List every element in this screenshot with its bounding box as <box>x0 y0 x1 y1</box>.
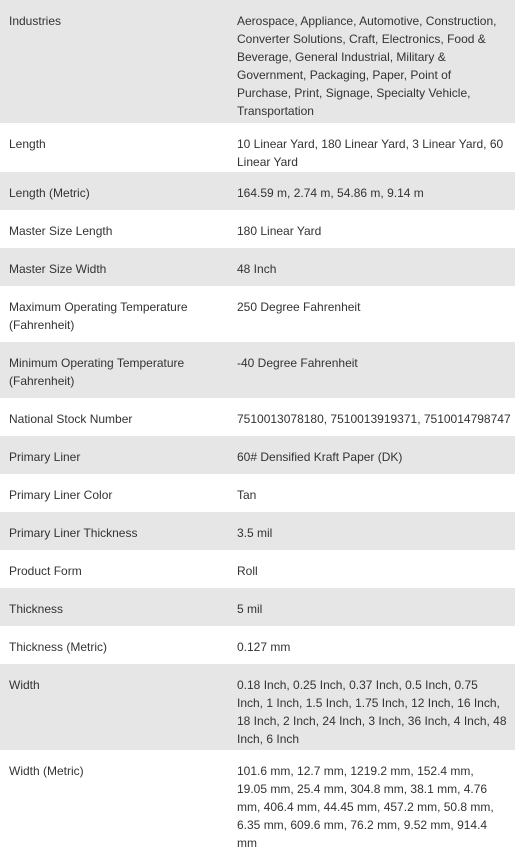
spec-row-master-size-length <box>0 210 515 248</box>
spec-row-thickness <box>0 588 515 626</box>
spec-value-text: 0.127 mm <box>237 640 291 654</box>
spec-label: Primary Liner Color <box>9 488 113 502</box>
spec-label-text: Minimum Operating Temperature (Fahrenheit) <box>9 356 185 388</box>
spec-value-text: Roll <box>237 564 258 578</box>
spec-value <box>237 562 515 588</box>
spec-value-text: 5 mil <box>237 602 263 616</box>
spec-value <box>237 298 515 342</box>
spec-value <box>237 762 515 850</box>
spec-label: Width (Metric) <box>9 764 84 778</box>
spec-value <box>237 410 515 436</box>
spec-label: Primary Liner <box>9 450 81 464</box>
spec-value <box>237 676 515 750</box>
spec-value <box>237 638 515 664</box>
spec-value-text: 164.59 m, 2.74 m, 54.86 m, 9.14 m <box>237 186 424 200</box>
spec-value-text: -40 Degree Fahrenheit <box>237 356 358 370</box>
spec-value-text: 48 Inch <box>237 262 277 276</box>
spec-value <box>237 448 515 474</box>
spec-value-text: 60# Densified Kraft Paper (DK) <box>237 450 403 464</box>
spec-label: National Stock Number <box>9 412 133 426</box>
spec-value <box>237 135 515 172</box>
spec-label <box>0 298 237 342</box>
spec-label: Length <box>9 137 46 151</box>
spec-value <box>237 524 515 550</box>
spec-value-text: 101.6 mm, 12.7 mm, 1219.2 mm, 152.4 mm, 19.05 mm, 25.4 mm, 304.8 mm, 38.1 mm, 4.76 mm, 406.4 mm, 44.45 mm, 457.2 mm, 50.8 mm, 6.35 mm, 609.6 mm, 76.2 mm, 9.52 mm, 914.4 mm <box>237 764 494 850</box>
spec-label: Master Size Width <box>9 262 107 276</box>
spec-value-text: 7510013078180, 7510013919371, 7510014798747 <box>237 412 511 426</box>
spec-value <box>237 12 515 123</box>
spec-label: Industries <box>9 14 62 28</box>
spec-value-text: Aerospace, Appliance, Automotive, Construction, Converter Solutions, Craft, Electronics, Food & Beverage, General Industrial, Military & Government, Packaging, Paper, Point of Purchase, Print, Signage, Specialty Vehicle, Transportation <box>237 14 497 118</box>
spec-row-width-metric <box>0 750 515 850</box>
spec-label: Master Size Length <box>9 224 113 238</box>
spec-value-text: 10 Linear Yard, 180 Linear Yard, 3 Linear Yard, 60 Linear Yard <box>237 137 504 169</box>
spec-row-max-operating-temp <box>0 286 515 342</box>
spec-row-width <box>0 664 515 750</box>
spec-row-thickness-metric <box>0 626 515 664</box>
spec-value <box>237 600 515 626</box>
spec-value-text: Tan <box>237 488 257 502</box>
spec-label: Product Form <box>9 564 82 578</box>
spec-label <box>0 354 237 398</box>
spec-label: Thickness (Metric) <box>9 640 108 654</box>
spec-value-text: 3.5 mil <box>237 526 273 540</box>
spec-label: Length (Metric) <box>9 186 90 200</box>
spec-value-text: 0.18 Inch, 0.25 Inch, 0.37 Inch, 0.5 Inch, 0.75 Inch, 1 Inch, 1.5 Inch, 1.75 Inch, 12 Inch, 16 Inch, 18 Inch, 2 Inch, 24 Inch, 3 Inch, 36 Inch, 4 Inch, 48 Inch, 6 Inch <box>237 678 507 746</box>
spec-value-text: 180 Linear Yard <box>237 224 322 238</box>
spec-row-min-operating-temp <box>0 342 515 398</box>
spec-row-primary-liner <box>0 436 515 474</box>
spec-value <box>237 486 515 512</box>
spec-value <box>237 222 515 248</box>
spec-row-primary-liner-color <box>0 474 515 512</box>
spec-row-master-size-width <box>0 248 515 286</box>
spec-value <box>237 260 515 286</box>
spec-value <box>237 184 515 210</box>
spec-label: Width <box>9 678 40 692</box>
spec-label: Primary Liner Thickness <box>9 526 138 540</box>
spec-value <box>237 354 515 398</box>
spec-label: Thickness <box>9 602 64 616</box>
spec-label-text: Maximum Operating Temperature (Fahrenheit) <box>9 300 188 332</box>
spec-row-national-stock-number <box>0 398 515 436</box>
spec-row-product-form <box>0 550 515 588</box>
spec-row-primary-liner-thickness <box>0 512 515 550</box>
spec-row-length-metric <box>0 172 515 210</box>
spec-value-text: 250 Degree Fahrenheit <box>237 300 361 314</box>
spec-row-length <box>0 123 515 172</box>
spec-row-industries <box>0 0 515 123</box>
